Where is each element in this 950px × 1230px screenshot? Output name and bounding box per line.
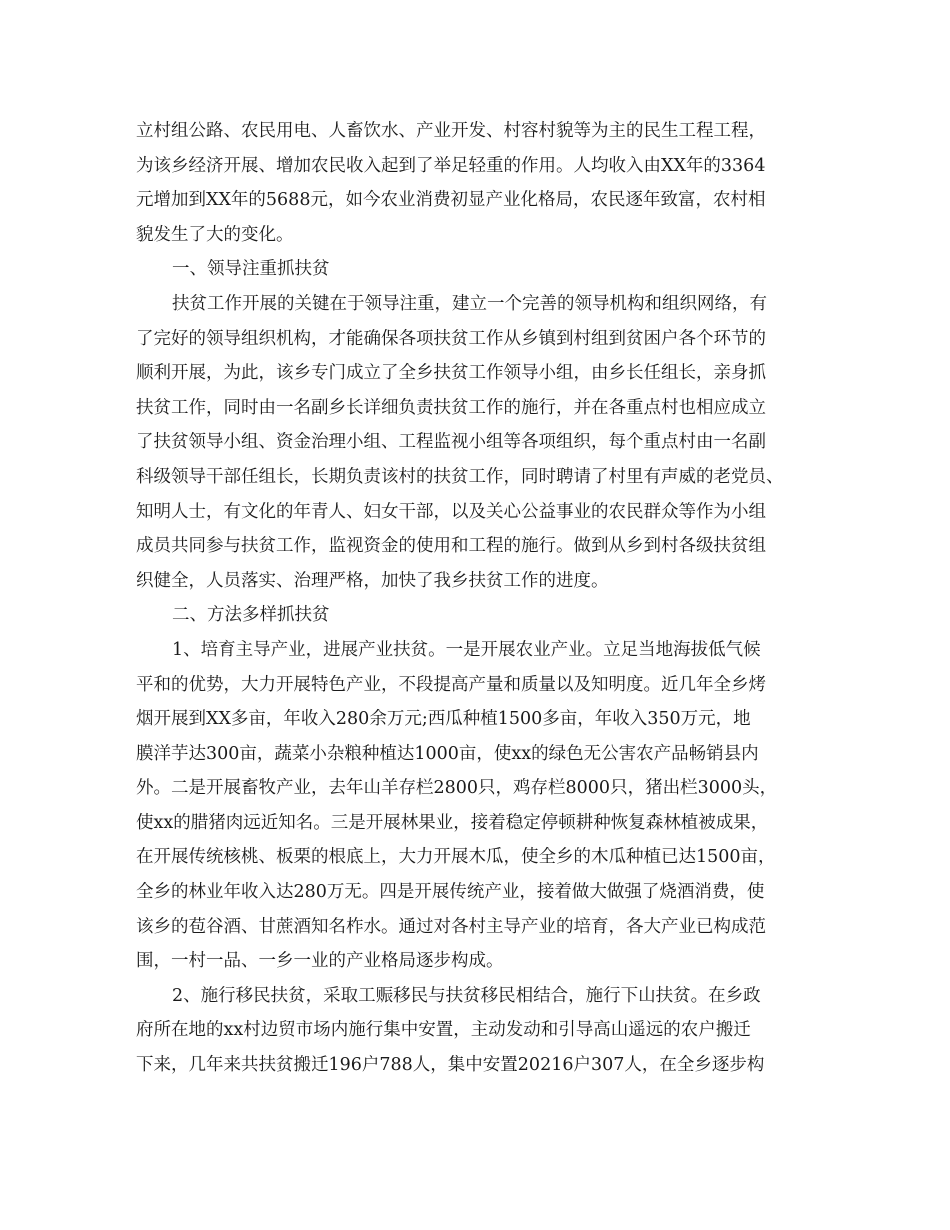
text-line: 顺利开展，为此，该乡专门成立了全乡扶贫工作领导小组，由乡长任组长，亲身抓 — [136, 363, 766, 384]
text-line: 扶贫工作开展的关键在于领导注重，建立一个完善的领导机构和组织网络，有 — [172, 293, 767, 314]
text-line: 了完好的领导组织机构，才能确保各项扶贫工作从乡镇到村组到贫困户各个环节的 — [136, 328, 766, 349]
text-line: 府所在地的xx村边贸市场内施行集中安置，主动发动和引导高山遥远的农户搬迁 — [136, 1020, 751, 1041]
text-line: 了扶贫领导小组、资金治理小组、工程监视小组等各项组织，每个重点村由一名副 — [136, 432, 766, 453]
text-line: 全乡的林业年收入达280万无。四是开展传统产业，接着做大做强了烧酒消费，使 — [136, 882, 765, 903]
text-line: 貌发生了大的变化。 — [136, 224, 294, 245]
text-line: 下来，几年来共扶贫搬迁196户788人，集中安置20216户307人，在全乡逐步构 — [136, 1055, 765, 1076]
text-line: 成员共同参与扶贫工作，监视资金的使用和工程的施行。做到从乡到村各级扶贫组 — [136, 536, 766, 557]
text-line: 科级领导干部任组长，长期负责该村的扶贫工作，同时聘请了村里有声威的老党员、 — [136, 466, 784, 487]
text-line: 烟开展到XX多亩，年收入280余万元;西瓜种植1500多亩，年收入350万元，地 — [136, 709, 751, 730]
text-line: 元增加到XX年的5688元，如今农业消费初显产业化格局，农民逐年致富，农村相 — [136, 190, 766, 211]
text-line: 1、培育主导产业，进展产业扶贫。一是开展农业产业。立足当地海拔低气候 — [172, 639, 761, 660]
text-line: 为该乡经济开展、增加农民收入起到了举足轻重的作用。人均收入由XX年的3364 — [136, 155, 766, 176]
section-heading-2: 二、方法多样抓扶贫 — [172, 605, 330, 626]
text-line: 扶贫工作，同时由一名副乡长详细负责扶贫工作的施行，并在各重点村也相应成立 — [136, 397, 766, 418]
text-line: 使xx的腊猪肉远近知名。三是开展林果业，接着稳定停顿耕种恢复森林植被成果， — [136, 812, 769, 833]
text-line: 立村组公路、农民用电、人畜饮水、产业开发、村容村貌等为主的民生工程工程， — [136, 121, 766, 141]
text-line: 在开展传统核桃、板栗的根底上，大力开展木瓜，使全乡的木瓜种植已达1500亩， — [136, 847, 776, 868]
text-line: 围，一村一品、一乡一业的产业格局逐步构成。 — [136, 951, 504, 972]
text-line: 该乡的苞谷酒、甘蔗酒知名柞水。通过对各村主导产业的培育，各大产业已构成范 — [136, 916, 766, 937]
text-line: 膜洋芋达300亩，蔬菜小杂粮种植达1000亩，使xx的绿色无公害农产品畅销县内 — [136, 743, 759, 764]
text-line: 平和的优势，大力开展特色产业，不段提高产量和质量以及知明度。近几年全乡烤 — [136, 674, 766, 695]
text-line: 外。二是开展畜牧产业，去年山羊存栏2800只，鸡存栏8000只，猪出栏3000头， — [136, 778, 778, 799]
section-heading-1: 一、领导注重抓扶贫 — [172, 259, 330, 280]
text-line: 知明人士，有文化的年青人、妇女干部，以及关心公益事业的农民群众等作为小组 — [136, 501, 766, 522]
text-line: 2、施行移民扶贫，采取工赈移民与扶贫移民相结合，施行下山扶贫。在乡政 — [172, 985, 761, 1006]
text-line: 织健全，人员落实、治理严格，加快了我乡扶贫工作的进度。 — [136, 570, 609, 591]
document-body — [136, 114, 826, 1083]
